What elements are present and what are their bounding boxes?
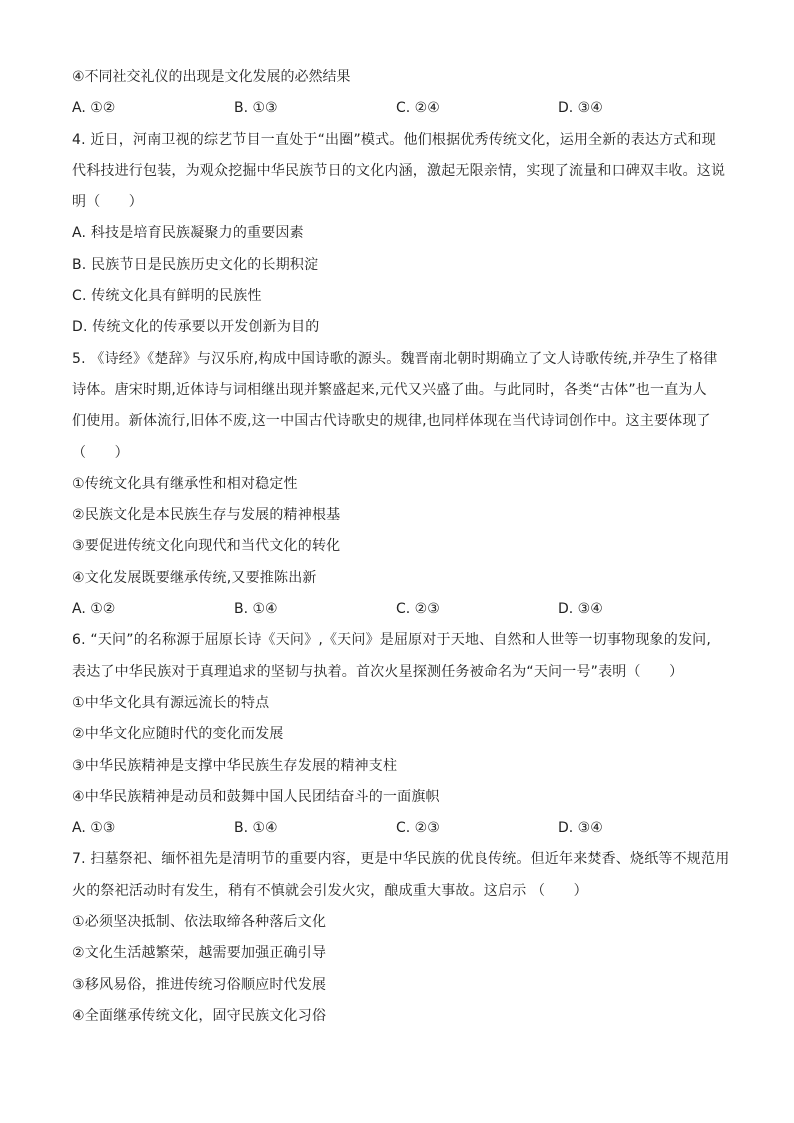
question-5-stem-line: 诗体。唐宋时期,近体诗与词相继出现并繁盛起来,元代又兴盛了曲。与此同时，各类“古体”也一直为人 [72, 381, 707, 398]
prev-question-options [72, 93, 732, 124]
question-7-item-4: ④全面继承传统文化，固守民族文化习俗 [72, 1007, 327, 1024]
question-7 [72, 844, 732, 1032]
question-5-stem-line: 们使用。新体流行,旧体不废,这一中国古代诗歌史的规律,也同样体现在当代诗词创作中。这主要体现了 [72, 413, 711, 430]
question-4-choice-d[interactable]: D. 传统文化的传承要以开发创新为目的 [72, 319, 320, 336]
option-c[interactable]: C. ②③ [396, 820, 440, 837]
option-c[interactable]: C. ②④ [396, 100, 440, 117]
option-b[interactable]: B. ①④ [234, 601, 278, 618]
question-4-stem-line: 4. 近日，河南卫视的综艺节目一直处于“出圈”模式。他们根据优秀传统文化，运用全新的表达方式和现 [72, 131, 716, 148]
question-5-options [72, 594, 732, 625]
question-7-stem-line: 7. 扫墓祭祀、缅怀祖先是清明节的重要内容，更是中华民族的优良传统。但近年来焚香、烧纸等不规范用 [72, 851, 730, 868]
option-c[interactable]: C. ②③ [396, 601, 440, 618]
exam-page [72, 62, 732, 1032]
question-4-stem-line: 明（ ） [72, 194, 143, 211]
option-a[interactable]: A. ①③ [72, 820, 116, 837]
question-5-item-3: ③要促进传统文化向现代和当代文化的转化 [72, 538, 341, 555]
question-7-item-1: ①必须坚决抵制、依法取缔各种落后文化 [72, 914, 327, 931]
option-a[interactable]: A. ①② [72, 601, 116, 618]
option-a[interactable]: A. ①② [72, 100, 116, 117]
question-5-item-4: ④文化发展既要继承传统,又要推陈出新 [72, 569, 317, 586]
question-6 [72, 625, 732, 844]
question-4-choice-a[interactable]: A. 科技是培育民族凝聚力的重要因素 [72, 225, 304, 242]
question-5 [72, 344, 732, 626]
question-6-item-1: ①中华文化具有源远流长的特点 [72, 694, 270, 711]
prev-question-item-4: ④不同社交礼仪的出现是文化发展的必然结果 [72, 69, 351, 85]
question-5-item-2: ②民族文化是本民族生存与发展的精神根基 [72, 507, 341, 524]
question-5-stem-line: 5. 《诗经》《楚辞》与汉乐府,构成中国诗歌的源头。魏晋南北朝时期确立了文人诗歌传统,并孕生了格律 [72, 350, 718, 367]
question-5-stem-line: （ ） [72, 444, 129, 461]
question-6-item-3: ③中华民族精神是支撑中华民族生存发展的精神支柱 [72, 757, 398, 774]
question-5-item-1: ①传统文化具有继承性和相对稳定性 [72, 475, 298, 492]
question-4 [72, 125, 732, 344]
question-6-item-4: ④中华民族精神是动员和鼓舞中国人民团结奋斗的一面旗帜 [72, 788, 440, 805]
question-4-stem-line: 代科技进行包装，为观众挖掘中华民族节日的文化内涵，激起无限亲情，实现了流量和口碑双丰收。这说 [72, 162, 726, 179]
option-b[interactable]: B. ①③ [234, 100, 278, 117]
question-4-choice-b[interactable]: B. 民族节日是民族历史文化的长期积淀 [72, 256, 319, 273]
question-4-choice-c[interactable]: C. 传统文化具有鲜明的民族性 [72, 288, 262, 305]
option-d[interactable]: D. ③④ [558, 820, 603, 837]
option-d[interactable]: D. ③④ [558, 601, 603, 618]
question-6-options [72, 813, 732, 844]
question-6-item-2: ②中华文化应随时代的变化而发展 [72, 726, 284, 743]
question-6-stem-line: 6. “天问”的名称源于屈原长诗《天问》,《天问》是屈原对于天地、自然和人世等一切事物现象的发问, [72, 632, 712, 649]
question-7-stem-line: 火的祭祀活动时有发生，稍有不慎就会引发火灾，酿成重大事故。这启示 （ ） [72, 882, 588, 899]
question-6-stem-line: 表达了中华民族对于真理追求的坚韧与执着。首次火星探测任务被命名为“天问一号”表明（ ） [72, 663, 684, 680]
question-7-item-3: ③移风易俗，推进传统习俗顺应时代发展 [72, 976, 327, 993]
question-7-item-2: ②文化生活越繁荣，越需要加强正确引导 [72, 945, 327, 962]
option-b[interactable]: B. ①④ [234, 820, 278, 837]
option-d[interactable]: D. ③④ [558, 100, 603, 117]
